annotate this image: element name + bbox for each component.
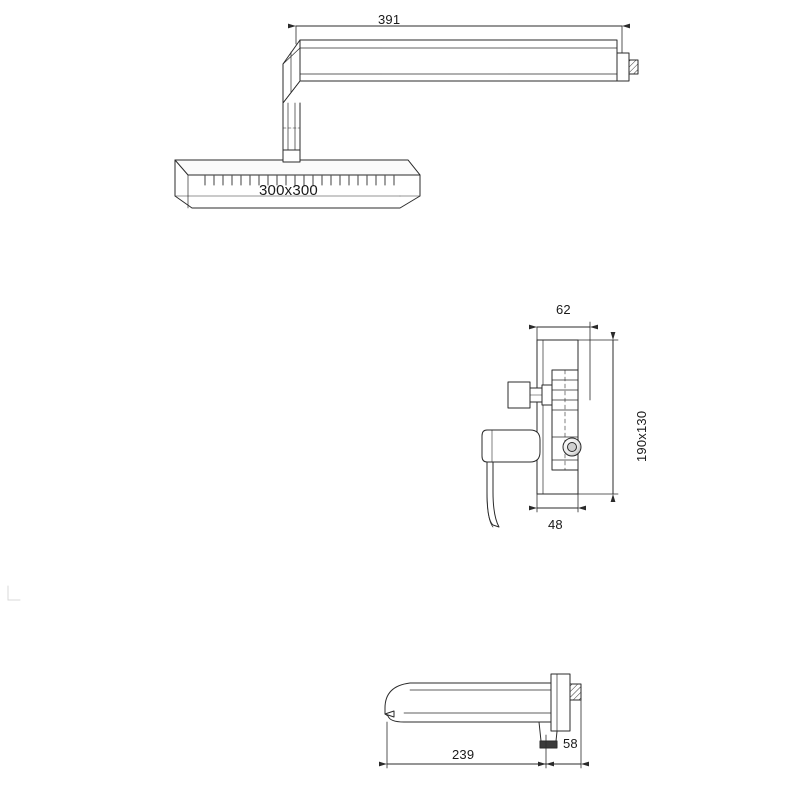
label-valve-width: 62 [556,302,571,317]
label-arm-length: 391 [378,12,401,27]
dimension-valve-depth [537,494,578,512]
sheet-registration-marks [8,586,20,600]
label-valve-height: 190x130 [634,410,649,462]
label-head-size: 300x300 [259,182,318,199]
label-valve-depth: 48 [548,517,563,532]
shower-head-view [175,26,638,208]
dimension-valve-height [578,340,618,494]
label-spout-length: 239 [452,747,475,762]
bath-spout-view [385,674,581,768]
diverter-valve-view [482,322,618,527]
label-spout-offset: 58 [563,736,578,751]
